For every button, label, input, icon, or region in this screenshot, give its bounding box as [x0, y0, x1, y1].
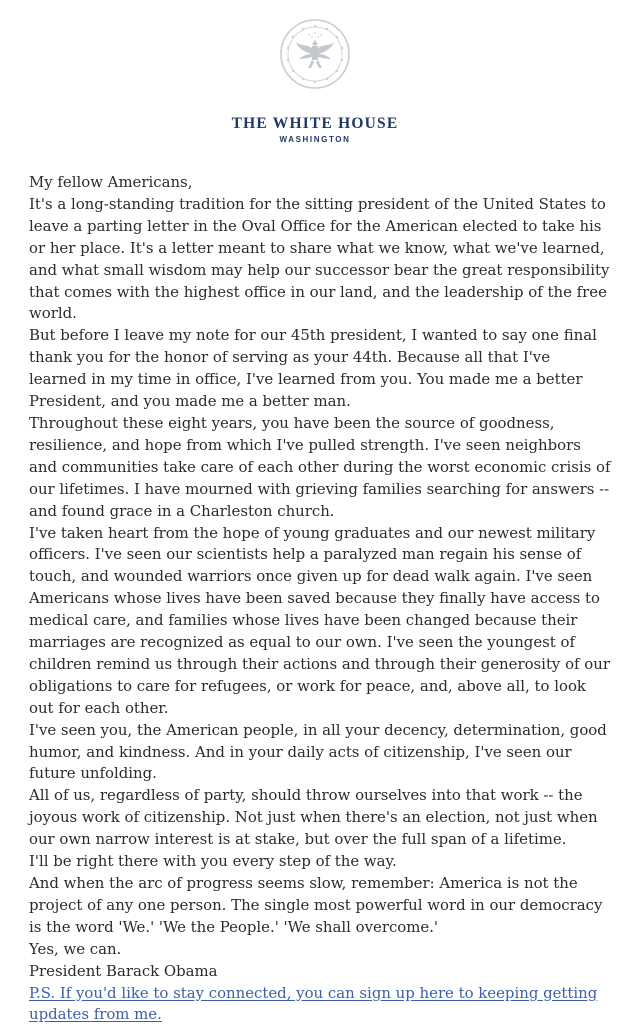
letter-closing: Yes, we can.	[29, 939, 122, 958]
letter-paragraph: And when the arc of progress seems slow, remember: America is not the project of any one person. The single most powerful word in our democracy is the word 'We.' 'We the People.' 'We shall overcome.'	[29, 874, 603, 936]
letterhead	[0, 115, 630, 146]
letter-salutation: My fellow Americans,	[29, 173, 193, 191]
letter-paragraph: It's a long-standing tradition for the sitting president of the United States to leave a parting letter in the Oval Office for the American elected to take his or her place. It's a letter meant to share what we know, what we've learned, and what small wisdom may help our successor bear the great responsibility that comes with the highest office in our land, and the leadership of the free world.	[29, 194, 610, 323]
stay-connected-link[interactable]: P.S. If you'd like to stay connected, you can sign up here to keeping getting updates from me.	[29, 983, 598, 1024]
letter-paragraph: But before I leave my note for our 45th president, I wanted to say one final thank you for the honor of serving as your 44th. Because all that I've learned in my time in office, I've learned from you. You made me a better President, and you made me a better man.	[29, 326, 597, 411]
letter-paragraph: I'll be right there with you every step of the way.	[29, 852, 397, 871]
letter-paragraph: I've seen you, the American people, in all your decency, determination, good humor, and kindness. And in your daily acts of citizenship, I've seen our future unfolding.	[29, 720, 607, 783]
letter-body	[29, 172, 611, 1026]
letter-paragraph: Throughout these eight years, you have been the source of goodness, resilience, and hope from which I've pulled strength. I've seen neighbors and communities take care of each other during the worst economic crisis of our lifetimes. I have mourned with grieving families searching for answers -- and found grace in a Charleston church.	[29, 413, 611, 520]
letterhead-subtitle: WASHINGTON	[279, 135, 351, 144]
presidential-seal-icon	[279, 18, 351, 90]
letterhead-title: THE WHITE HOUSE	[231, 115, 399, 132]
letter-signature: President Barack Obama	[29, 961, 218, 980]
letter-paragraph: I've taken heart from the hope of young graduates and our newest military officers. I've seen our scientists help a paralyzed man regain his sense of touch, and wounded warriors once given up for dead walk again. I've seen Americans whose lives have been saved because they finally have access to medical care, and families whose lives have been changed because their marriages are recognized as equal to our own. I've seen the youngest of children remind us through their actions and through their generosity of our obligations to care for refugees, or work for peace, and, above all, to look out for each other.	[29, 523, 610, 717]
letter-paragraph: All of us, regardless of party, should throw ourselves into that work -- the joyous work of citizenship. Not just when there's an election, not just when our own narrow interest is at stake, but over the full span of a lifetime.	[29, 786, 598, 849]
